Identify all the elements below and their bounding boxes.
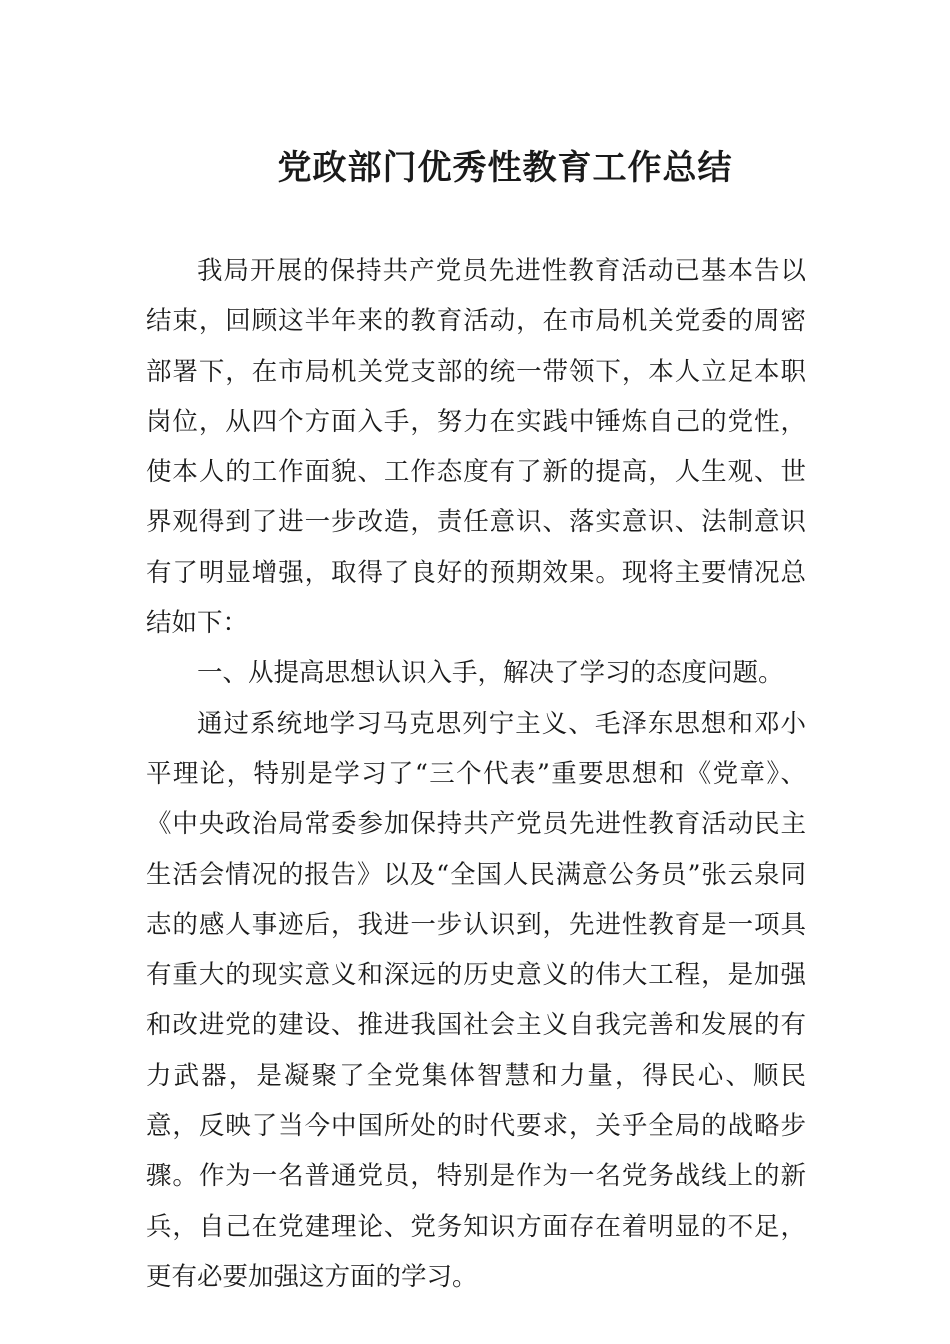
document-body [146, 246, 806, 1302]
paragraph-intro: 我局开展的保持共产党员先进性教育活动已基本告以结束，回顾这半年来的教育活动，在市局机关党委的周密部署下，在市局机关党支部的统一带领下，本人立足本职岗位，从四个方面入手，努力在实践中锤炼自己的党性，使本人的工作面貌、工作态度有了新的提高，人生观、世界观得到了进一步改造，责任意识、落实意识、法制意识有了明显增强，取得了良好的预期效果。现将主要情况总结如下： [146, 256, 806, 639]
paragraph-section-1: 通过系统地学习马克思列宁主义、毛泽东思想和邓小平理论，特别是学习了“三个代表”重要思想和《党章》、《中央政治局常委参加保持共产党员先进性教育活动民主生活会情况的报告》以及“全国人民满意公务员”张云泉同志的感人事迹后，我进一步认识到，先进性教育是一项具有重大的现实意义和深远的历史意义的伟大工程，是加强和改进党的建设、推进我国社会主义自我完善和发展的有力武器，是凝聚了全党集体智慧和力量，得民心、顺民意，反映了当今中国所处的时代要求，关乎全局的战略步骤。作为一名普通党员，特别是作为一名党务战线上的新兵，自己在党建理论、党务知识方面存在着明显的不足，更有必要加强这方面的学习。 [146, 708, 806, 1292]
section-heading-1: 一、从提高思想认识入手，解决了学习的态度问题。 [197, 658, 784, 689]
document-title: 党政部门优秀性教育工作总结 [277, 148, 733, 188]
